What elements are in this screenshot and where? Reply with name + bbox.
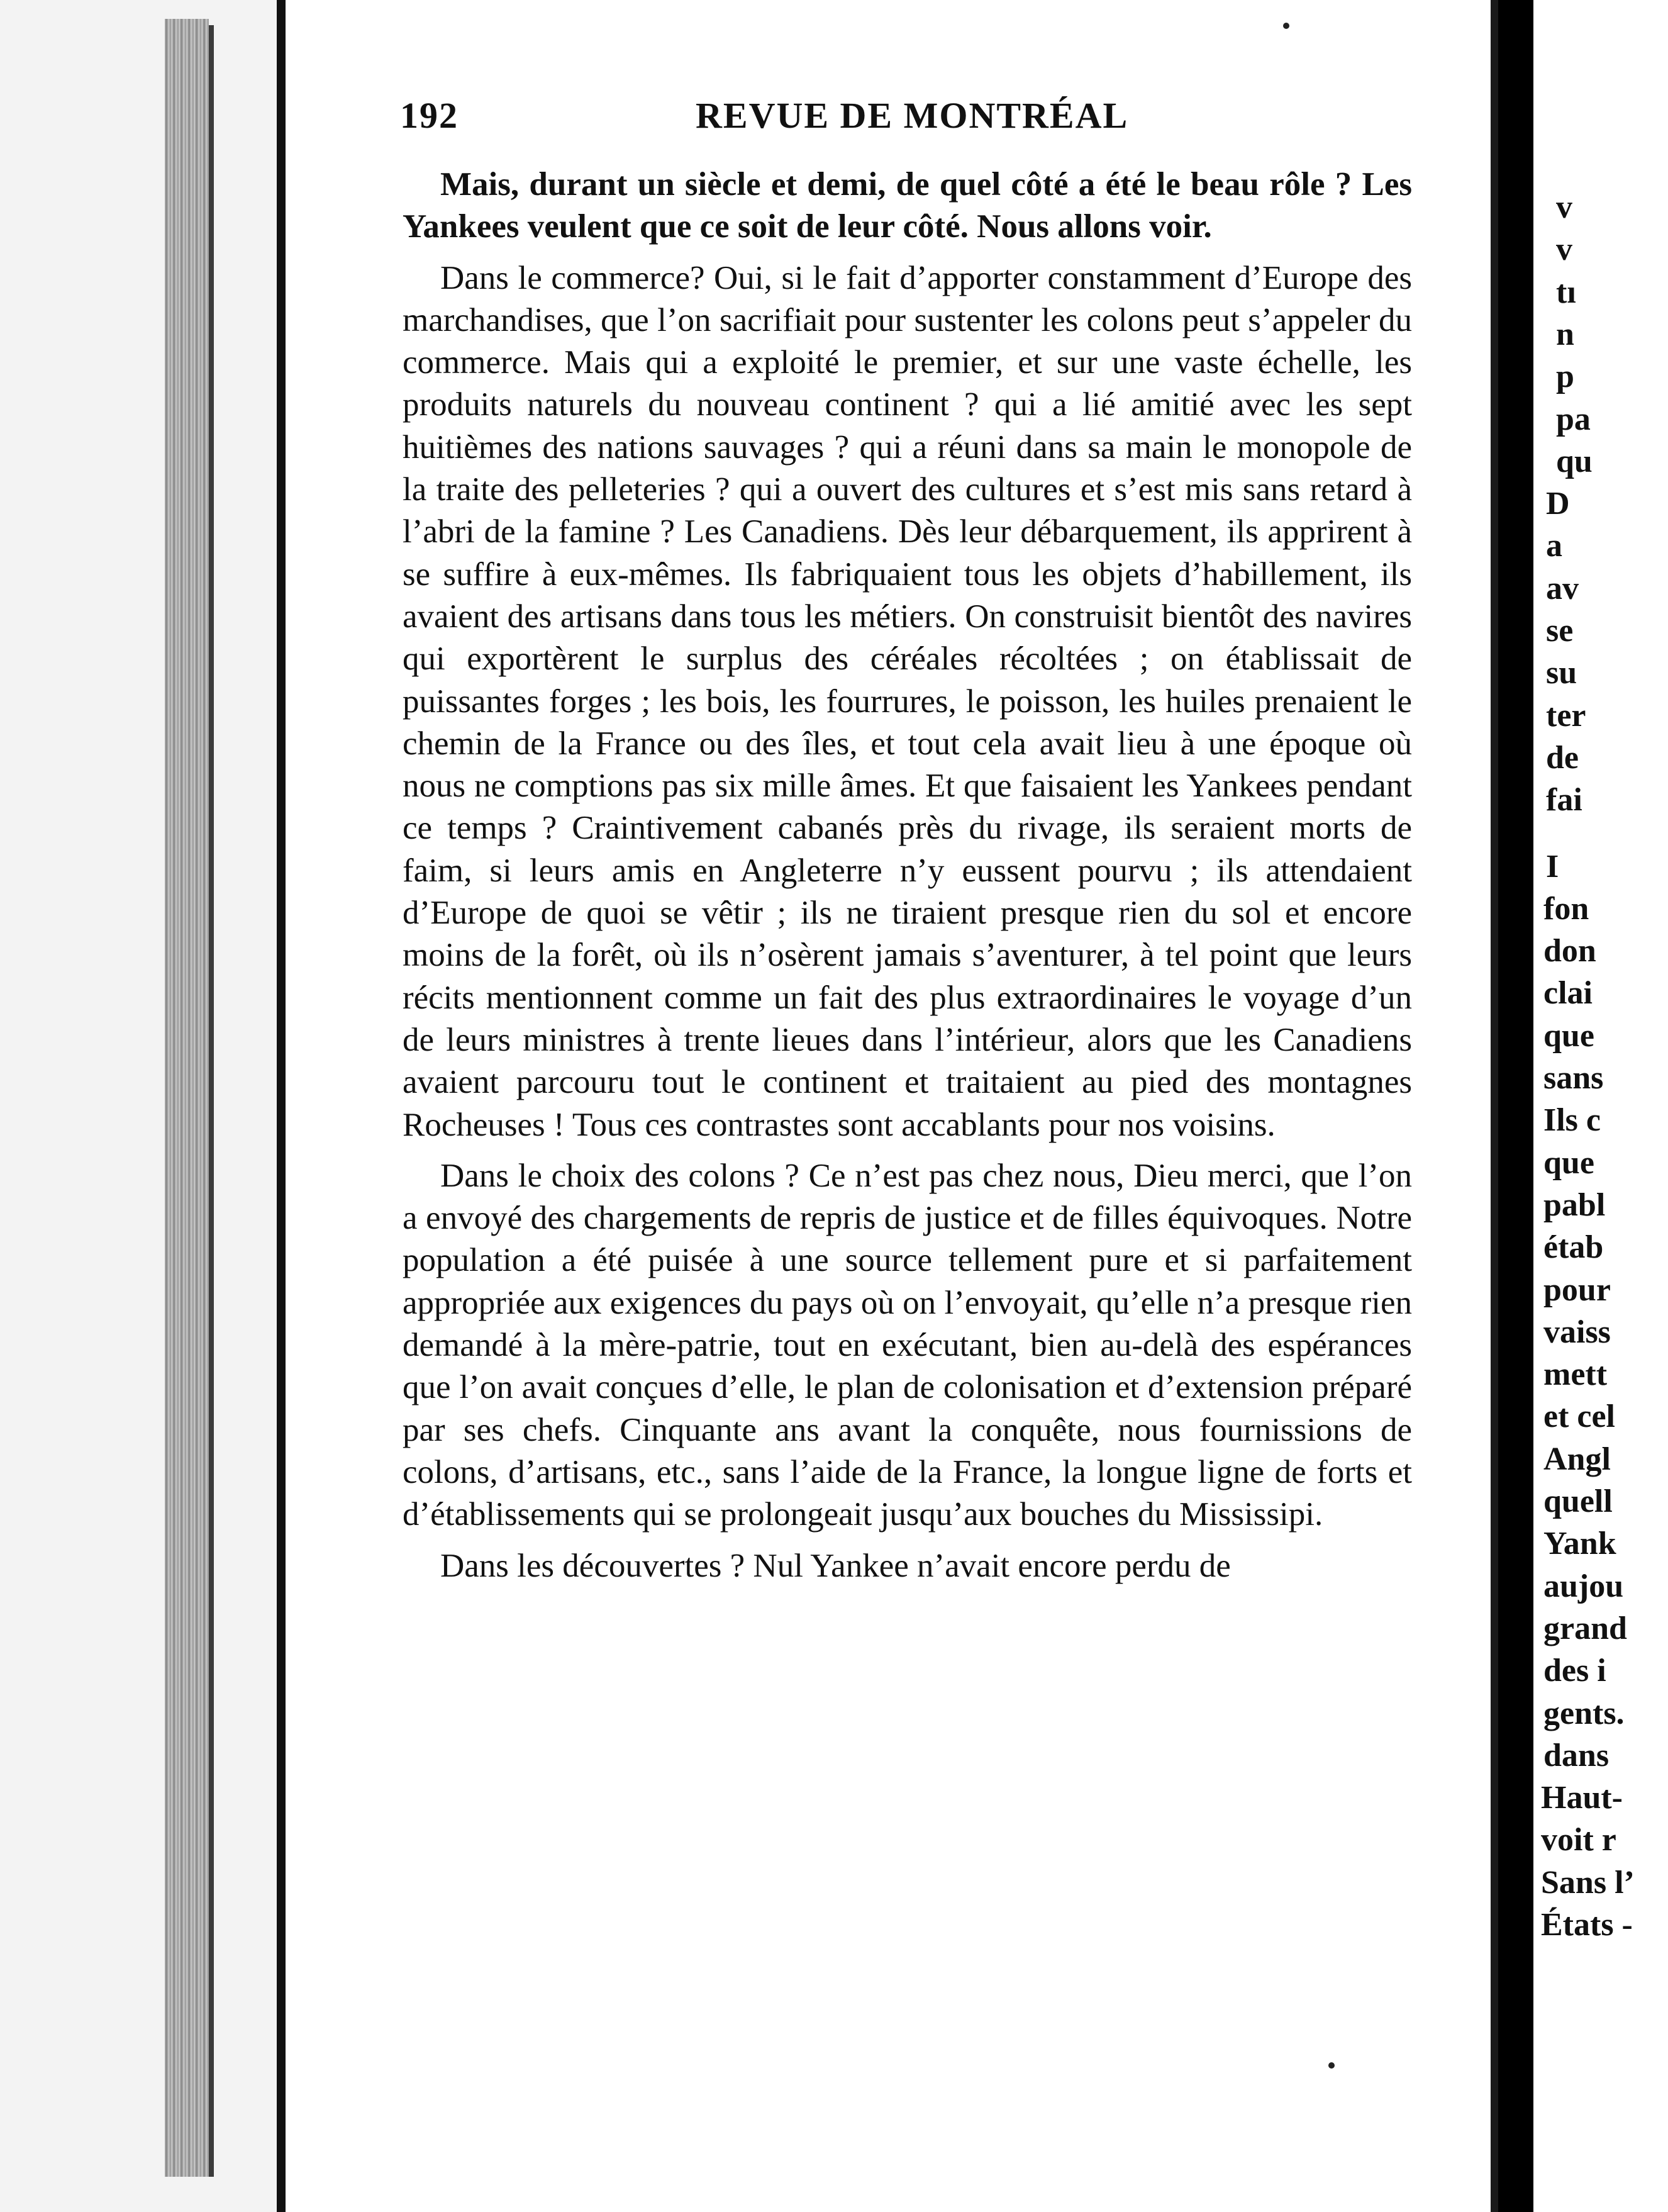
next-page-line: Ils c — [1543, 1102, 1601, 1139]
next-page-line: n — [1556, 316, 1574, 352]
paragraph-3: Dans le choix des colons ? Ce n’est pas chez nous, Dieu merci, que l’on a envoyé des chargements de repris de justice et de filles équivoques. Notre population a été puisée à une source tellement pure et si parfaitement appropriée aux exigences du pays où on l’envoyait, qu’elle n’a presque rien demandé à la mère-patrie, tout en exécutant, bien au-delà des espérances que l’on avait conçues d’elle, le plan de colonisation et d’extension préparé par ses chefs. Cinquante ans avant la conquête, nous fournissions de colons, d’artisans, etc., sans l’aide de la France, la longue ligne de forts et d’établissements qui se prolongeait jusqu’aux bouches du Mississipi. — [403, 1157, 1412, 1533]
next-page-line: clai — [1543, 975, 1593, 1012]
next-page-line: États - — [1541, 1907, 1633, 1943]
next-page-line: fon — [1543, 890, 1589, 927]
next-page-line: pa — [1556, 401, 1591, 437]
next-page-line: pabl — [1543, 1187, 1606, 1223]
next-page-line: a — [1546, 528, 1562, 564]
running-head — [400, 94, 1155, 145]
next-page-line: av — [1546, 570, 1579, 606]
next-page-line: Yank — [1543, 1526, 1616, 1562]
next-page-line: des i — [1543, 1653, 1606, 1689]
next-page-line: D — [1546, 486, 1570, 522]
binding-shadow — [1498, 0, 1533, 2212]
next-page-line: Haut- — [1541, 1780, 1623, 1816]
next-page-line: se — [1546, 613, 1574, 649]
next-page-line: mett — [1543, 1356, 1608, 1393]
paragraph-1-lead: Mais, durant un siècle et demi, de quel côté a été le beau rôle ? Les Yankees veulent que ce soit de leur côté. Nous allons voir. — [403, 166, 1412, 245]
next-page-line: quell — [1543, 1483, 1613, 1519]
next-page-line: de — [1546, 739, 1579, 776]
next-page-line: aujou — [1543, 1568, 1624, 1604]
speck — [1328, 2062, 1335, 2069]
next-page-line: v — [1556, 232, 1572, 268]
next-page-line: qu — [1556, 443, 1593, 479]
page-right-edge — [1491, 0, 1498, 2212]
next-page-line: fai — [1546, 782, 1582, 818]
next-page-line: étab — [1543, 1229, 1604, 1266]
next-page-line: gents. — [1543, 1695, 1625, 1731]
page-number: 192 — [400, 95, 459, 136]
next-page-line: que — [1543, 1144, 1594, 1181]
book-spine-texture — [165, 19, 209, 2177]
paragraph-2: Dans le commerce? Oui, si le fait d’apporter constamment d’Europe des marchandises, que l’on sacrifiait pour sustenter les colons peut s’appeler du commerce. Mais qui a exploité le premier, et sur une vaste échelle, les produits naturels du nouveau continent ? qui a lié amitié avec les sept huitièmes des nations sauvages ? qui a réuni dans sa main le monopole de la traite des pelleteries ? qui a ouvert des cultures et s’est mis sans retard à l’abri de la famine ? Les Canadiens. Dès leur débarquement, ils apprirent à se suffire à eux-mêmes. Ils fabriquaient tous les objets d’habillement, ils avaient des artisans dans tous les métiers. On construisit bientôt des navires qui exportèrent le surplus des céréales récoltées ; on établissait de puissantes forges ; les bois, les fourrures, le poisson, les huiles prenaient le chemin de la France ou des îles, et tout cela avait lieu à une époque où nous ne comptions pas six mille âmes. Et que faisaient les Yankees pendant ce temps ? Craintivement cabanés près du rivage, ils seraient morts de faim, si leurs amis en Angleterre n’y eussent pourvu ; ils attendaient d’Europe de quoi se vêtir ; ils ne tiraient presque rien du sol et encore moins de la forêt, où ils n’osèrent jamais s’aventurer, à tel point que leurs récits mentionnent comme un fait des plus extraordinaires le voyage d’un de leurs ministres à trente lieues dans l’intérieur, alors que les Canadiens avaient parcouru tout le continent et traitaient au pied des montagnes Rocheuses ! Tous ces contrastes sont accablants pour nos voisins. — [403, 259, 1412, 1143]
next-page-line: Angl — [1543, 1441, 1611, 1477]
paragraph-1 — [403, 164, 1412, 249]
next-page-line: Sans l’ — [1541, 1864, 1635, 1901]
next-page-line: su — [1546, 655, 1577, 691]
spine-edge-line — [209, 25, 214, 2177]
next-page-line: ter — [1546, 697, 1586, 734]
journal-title: REVUE DE MONTRÉAL — [696, 95, 1129, 136]
speck — [1283, 23, 1289, 29]
next-page-line: grand — [1543, 1610, 1627, 1646]
next-page-line: p — [1556, 359, 1574, 395]
article-body — [403, 164, 1412, 1587]
next-page-line: pour — [1543, 1271, 1611, 1308]
next-page-line: I — [1546, 848, 1559, 885]
book-gutter — [0, 0, 289, 2212]
next-page-line: don — [1543, 933, 1596, 969]
paragraph-4: Dans les découvertes ? Nul Yankee n’avait encore perdu de — [440, 1547, 1231, 1584]
page-fore-edge — [277, 0, 286, 2212]
next-page-line: et cel — [1543, 1399, 1616, 1435]
next-page-line: v — [1556, 189, 1572, 225]
next-page-line: tı — [1556, 274, 1576, 310]
next-page-fragment — [1533, 0, 1668, 2212]
next-page-line: vaiss — [1543, 1314, 1611, 1350]
next-page-line: que — [1543, 1017, 1594, 1054]
next-page-line: dans — [1543, 1737, 1610, 1774]
next-page-line: voit r — [1541, 1822, 1616, 1858]
next-page-line: sans — [1543, 1060, 1604, 1096]
